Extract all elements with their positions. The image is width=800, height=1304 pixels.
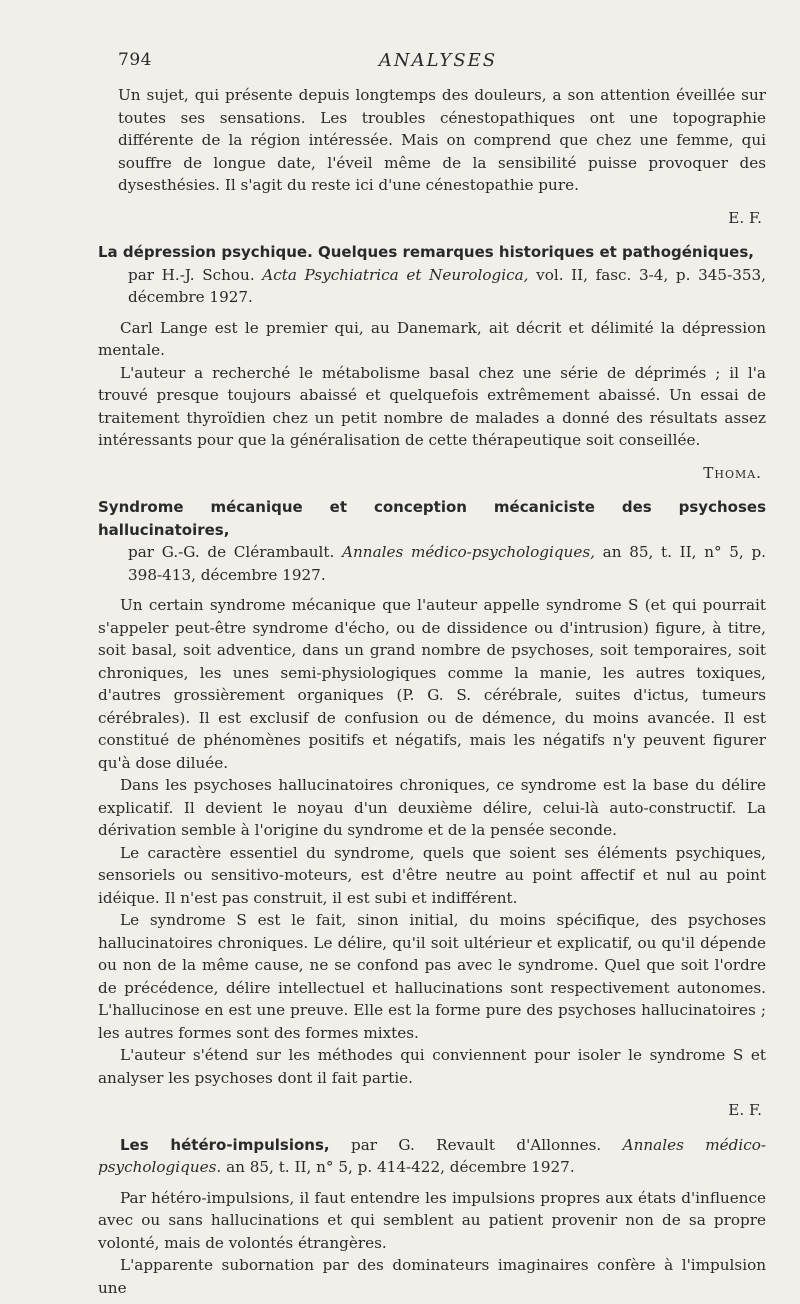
signature: E. F. (728, 1101, 762, 1119)
analysis-entry-depression (98, 241, 766, 484)
entry-paragraph: L'apparente subornation par des dominateurs imaginaires confère à l'impulsion une (98, 1256, 766, 1297)
entry-author: par G. Revault d'Allonnes. (350, 1135, 602, 1154)
entry-paragraph: Un certain syndrome mécanique que l'auteur appelle syndrome S (et qui pourrait s'appeler peut-être syndrome d'écho, ou de dissidence ou d'intrusion) figure, à titre, soit basal, soit adventice, dans un grand nombre de psychoses, soit temporaires, soit chroniques, les unes semi-physiologiques comme la manie, les autres toxiques, d'autres grossièrement organiques (P. G. S. cérébrale, suites d'ictus, tumeurs cérébrales). Il est exclusif de confusion ou de démence, du moins avancée. Il est constitué de phénomènes positifs et négatifs, mais les négatifs n'y peuvent figurer qu'à dose diluée. (98, 596, 766, 772)
entry-journal: Acta Psychiatrica et Neurologica, (262, 265, 529, 284)
entry-paragraph: L'auteur s'étend sur les méthodes qui conviennent pour isoler le syndrome S et analyser les psychoses dont il fait partie. (98, 1046, 766, 1087)
entry-paragraph: L'auteur a recherché le métabolisme basal chez une série de déprimés ; il l'a trouvé presque toujours abaissé et quelquefois extrêmement abaissé. Un essai de traitement thyroïdien chez un petit nombre de malades a donné des résultats assez intéressants pour que la généralisation de cette thérapeutique soit conseillée. (98, 363, 766, 449)
entry-journal: Annales médico-psychologiques, (342, 543, 595, 561)
entry-paragraph: Dans les psychoses hallucinatoires chroniques, ce syndrome est la base du délire explicatif. Il devient le noyau d'un deuxième délire, celui-là auto-constructif. La dérivation semble à l'origine du syndrome et de la pensée seconde. (98, 776, 766, 839)
entry-author: par H.-J. Schou. (128, 265, 255, 284)
page-header (118, 50, 758, 78)
signature: Thoma. (703, 463, 762, 482)
entry-citation: vol. II, fasc. 3-4, p. 345-353, décembre 1927. (128, 265, 767, 306)
entry-paragraph: Le syndrome S est le fait, sinon initial, du moins spécifique, des psychoses hallucinatoires chroniques. Le délire, qu'il soit ultérieur et explicatif, ou qu'il dépende ou non de la même cause, ne se confond pas avec le syndrome. Quel que soit l'ordre de précédence, délire intellectuel et hallucinations sont respectivement autonomes. L'hallucinose en est une preuve. Elle est la forme pure des psychoses hallucinatoires ; les autres formes sont des formes mixtes. (98, 911, 766, 1042)
entry-heading-line (98, 1134, 766, 1179)
analysis-entry-syndrome-mecanique (98, 496, 766, 1122)
entry-paragraph: Carl Lange est le premier qui, au Danemark, ait décrit et délimité la dépression mentale. (98, 318, 766, 359)
analysis-entry-hetero-impulsions (98, 1134, 766, 1300)
entry-citation: an 85, t. II, n° 5, p. 398-413, décembre 1927. (128, 543, 767, 584)
entry-paragraph: Par hétéro-impulsions, il faut entendre les impulsions propres aux états d'influence avec ou sans hallucinations et qui semblent au patient provenir non de sa propre volonté, mais de volontés étrangères. (98, 1188, 766, 1252)
entry-journal: Annales médico-psychologiques. (98, 1135, 767, 1176)
page-number: 794 (118, 50, 152, 70)
entry-citation: an 85, t. II, n° 5, p. 414-422, décembre 1927. (226, 1158, 575, 1176)
entry-reference (98, 264, 766, 309)
page-content (98, 84, 766, 1299)
entry-paragraph: Le caractère essentiel du syndrome, quels que soient ses éléments psychiques, sensoriels ou sensitivo-moteurs, est d'être neutre au point affectif et nul au point idéique. Il n'est pas construit, il est subi et indifférent. (98, 843, 766, 907)
entry-title: Les hétéro-impulsions, (120, 1135, 330, 1154)
signature: E. F. (728, 208, 762, 227)
entry-title: Syndrome mécanique et conception mécaniciste des psychoses hallucinatoires, (98, 498, 766, 539)
running-title: ANALYSES (378, 50, 498, 71)
entry-author: par G.-G. de Clérambault. (128, 543, 335, 561)
entry-title: La dépression psychique. Quelques remarques historiques et pathogéniques, (98, 243, 754, 261)
entry-reference (98, 541, 766, 586)
continuation-paragraph: Un sujet, qui présente depuis longtemps des douleurs, a son attention éveillée sur toutes ses sensations. Les troubles cénestopathiques ont une topographie différente de la région intéressée. Mais on comprend que chez une femme, qui souffre de longue date, l'éveil même de la sensibilité puisse provoquer des dysesthésies. Il s'agit du reste ici d'une cénestopathie pure. (118, 86, 766, 194)
